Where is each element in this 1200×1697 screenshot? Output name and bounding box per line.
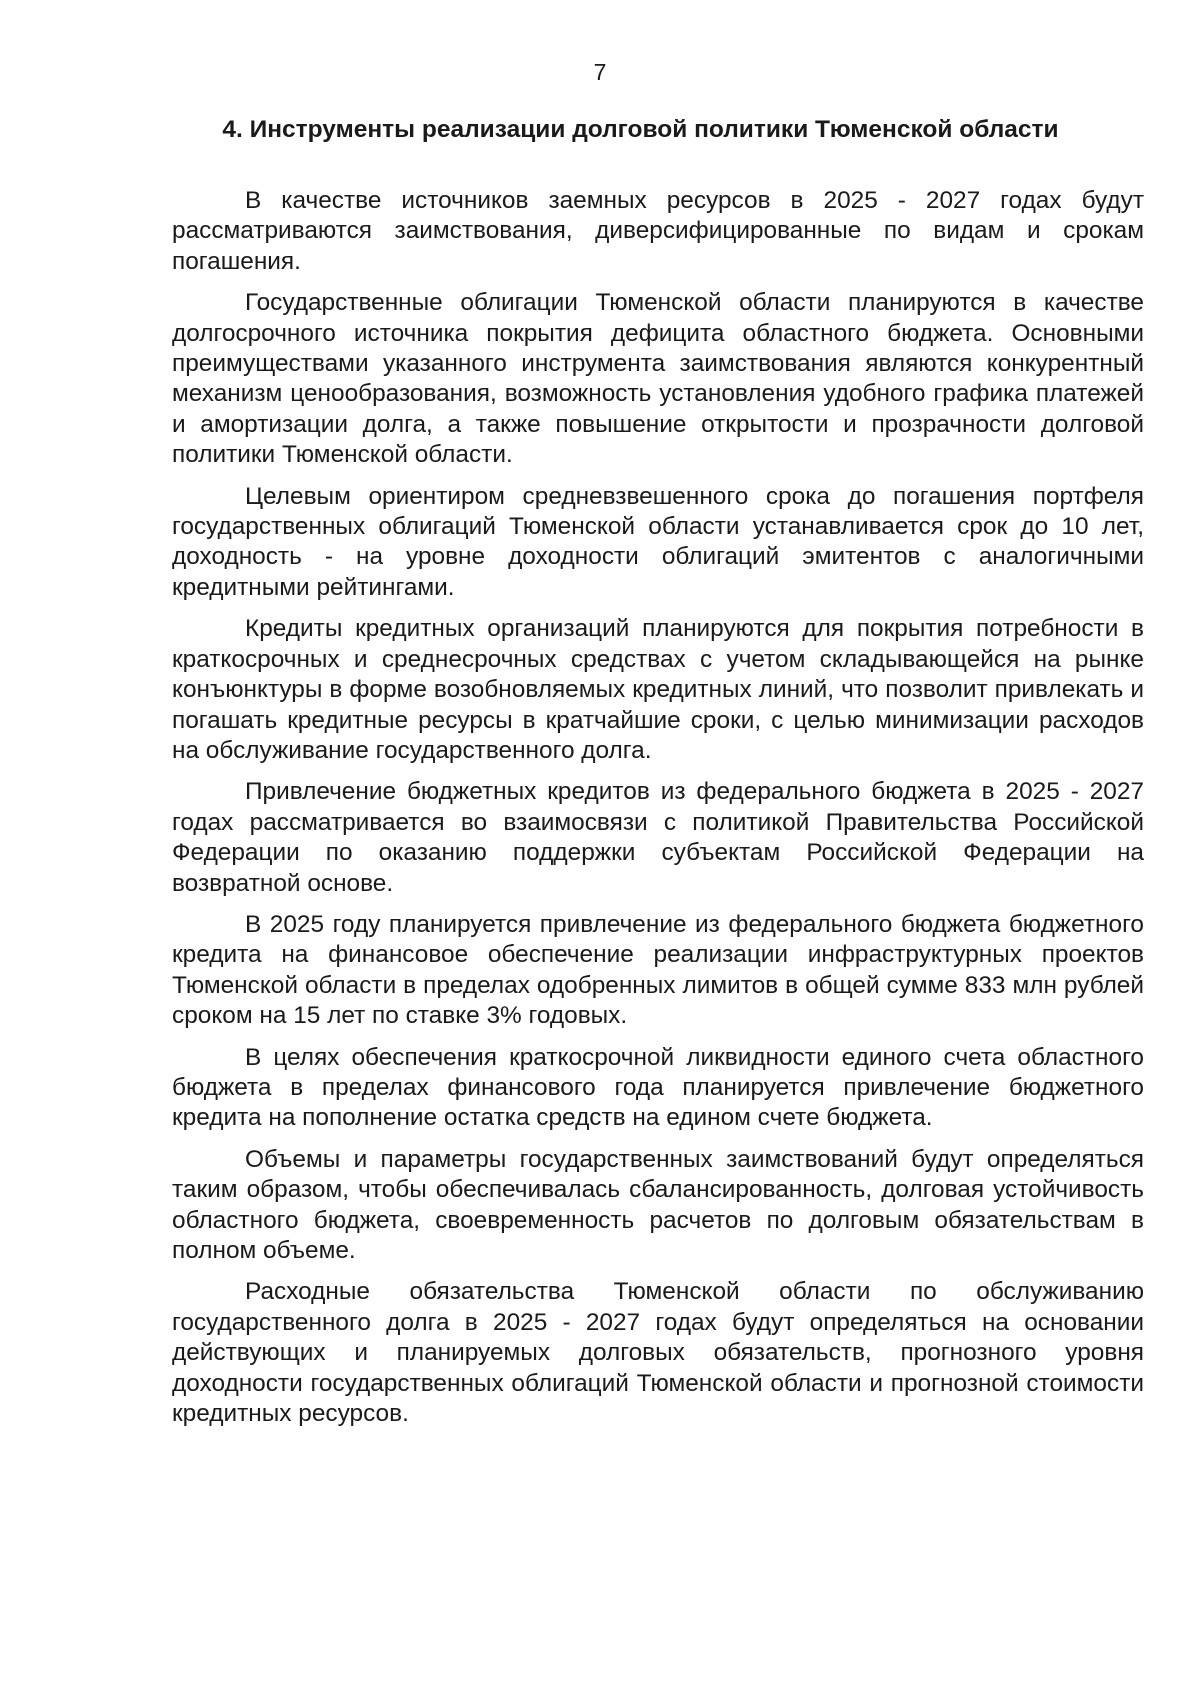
- page-number: 7: [593, 59, 607, 85]
- paragraph-infrastructure-credit: В 2025 году планируется привлечение из федерального бюджета бюджетного кредита на финансовое обеспечение реализации инфраструктурных проектов Тюменской области в пределах одобренных лимитов в общей сумме 833 млн рублей сроком на 15 лет по ставке 3% годовых.: [172, 910, 1144, 1030]
- paragraph-short-term-liquidity: В целях обеспечения краткосрочной ликвидности единого счета областного бюджета в пределах финансового года планируется привлечение бюджетного кредита на пополнение остатка средств на едином счете бюджета.: [172, 1043, 1144, 1132]
- paragraph-borrowing-volumes: Объемы и параметры государственных заимствований будут определяться таким образом, чтобы обеспечивалась сбалансированность, долговая устойчивость областного бюджета, своевременность расчетов по долговым обязательствам в полном объеме.: [172, 1145, 1144, 1264]
- paragraph-borrowing-sources: В качестве источников заемных ресурсов в 2025 - 2027 годах будут рассматриваются заимствования, диверсифицированные по видам и срокам погашения.: [172, 187, 1144, 275]
- paragraph-target-maturity: Целевым ориентиром средневзвешенного срока до погашения портфеля государственных облигаций Тюменской области устанавливается срок до 10 лет, доходность - на уровне доходности облигаций эмитентов с аналогичными кредитными рейтингами.: [172, 482, 1144, 601]
- paragraph-debt-service-expenses: Расходные обязательства Тюменской области по обслуживанию государственного долга в 2025 - 2027 годах будут определяться на основании действующих и планируемых долговых обязательств, прогнозного уровня доходности государственных облигаций Тюменской области и прогнозной стоимости кредитных ресурсов.: [172, 1278, 1144, 1428]
- paragraph-bank-credits: Кредиты кредитных организаций планируются для покрытия потребности в краткосрочных и среднесрочных средствах с учетом складывающейся на рынке конъюнктуры в форме возобновляемых кредитных линий, что позволит привлекать и погашать кредитные ресурсы в кратчайшие сроки, с целью минимизации расходов на обслуживание государственного долга.: [172, 615, 1144, 764]
- paragraph-state-bonds: Государственные облигации Тюменской области планируются в качестве долгосрочного источника покрытия дефицита областного бюджета. Основными преимуществами указанного инструмента заимствования являются конкурентный механизм ценообразования, возможность установления удобного графика платежей и амортизации долга, а также повышение открытости и прозрачности долговой политики Тюменской области.: [172, 289, 1144, 469]
- section-heading: 4. Инструменты реализации долговой политики Тюменской области: [222, 116, 1059, 143]
- paragraph-budget-credits: Привлечение бюджетных кредитов из федерального бюджета в 2025 - 2027 годах рассматривается во взаимосвязи с политикой Правительства Российской Федерации по оказанию поддержки субъектам Российской Федерации на возвратной основе.: [172, 778, 1144, 897]
- document-body: [172, 186, 1144, 1440]
